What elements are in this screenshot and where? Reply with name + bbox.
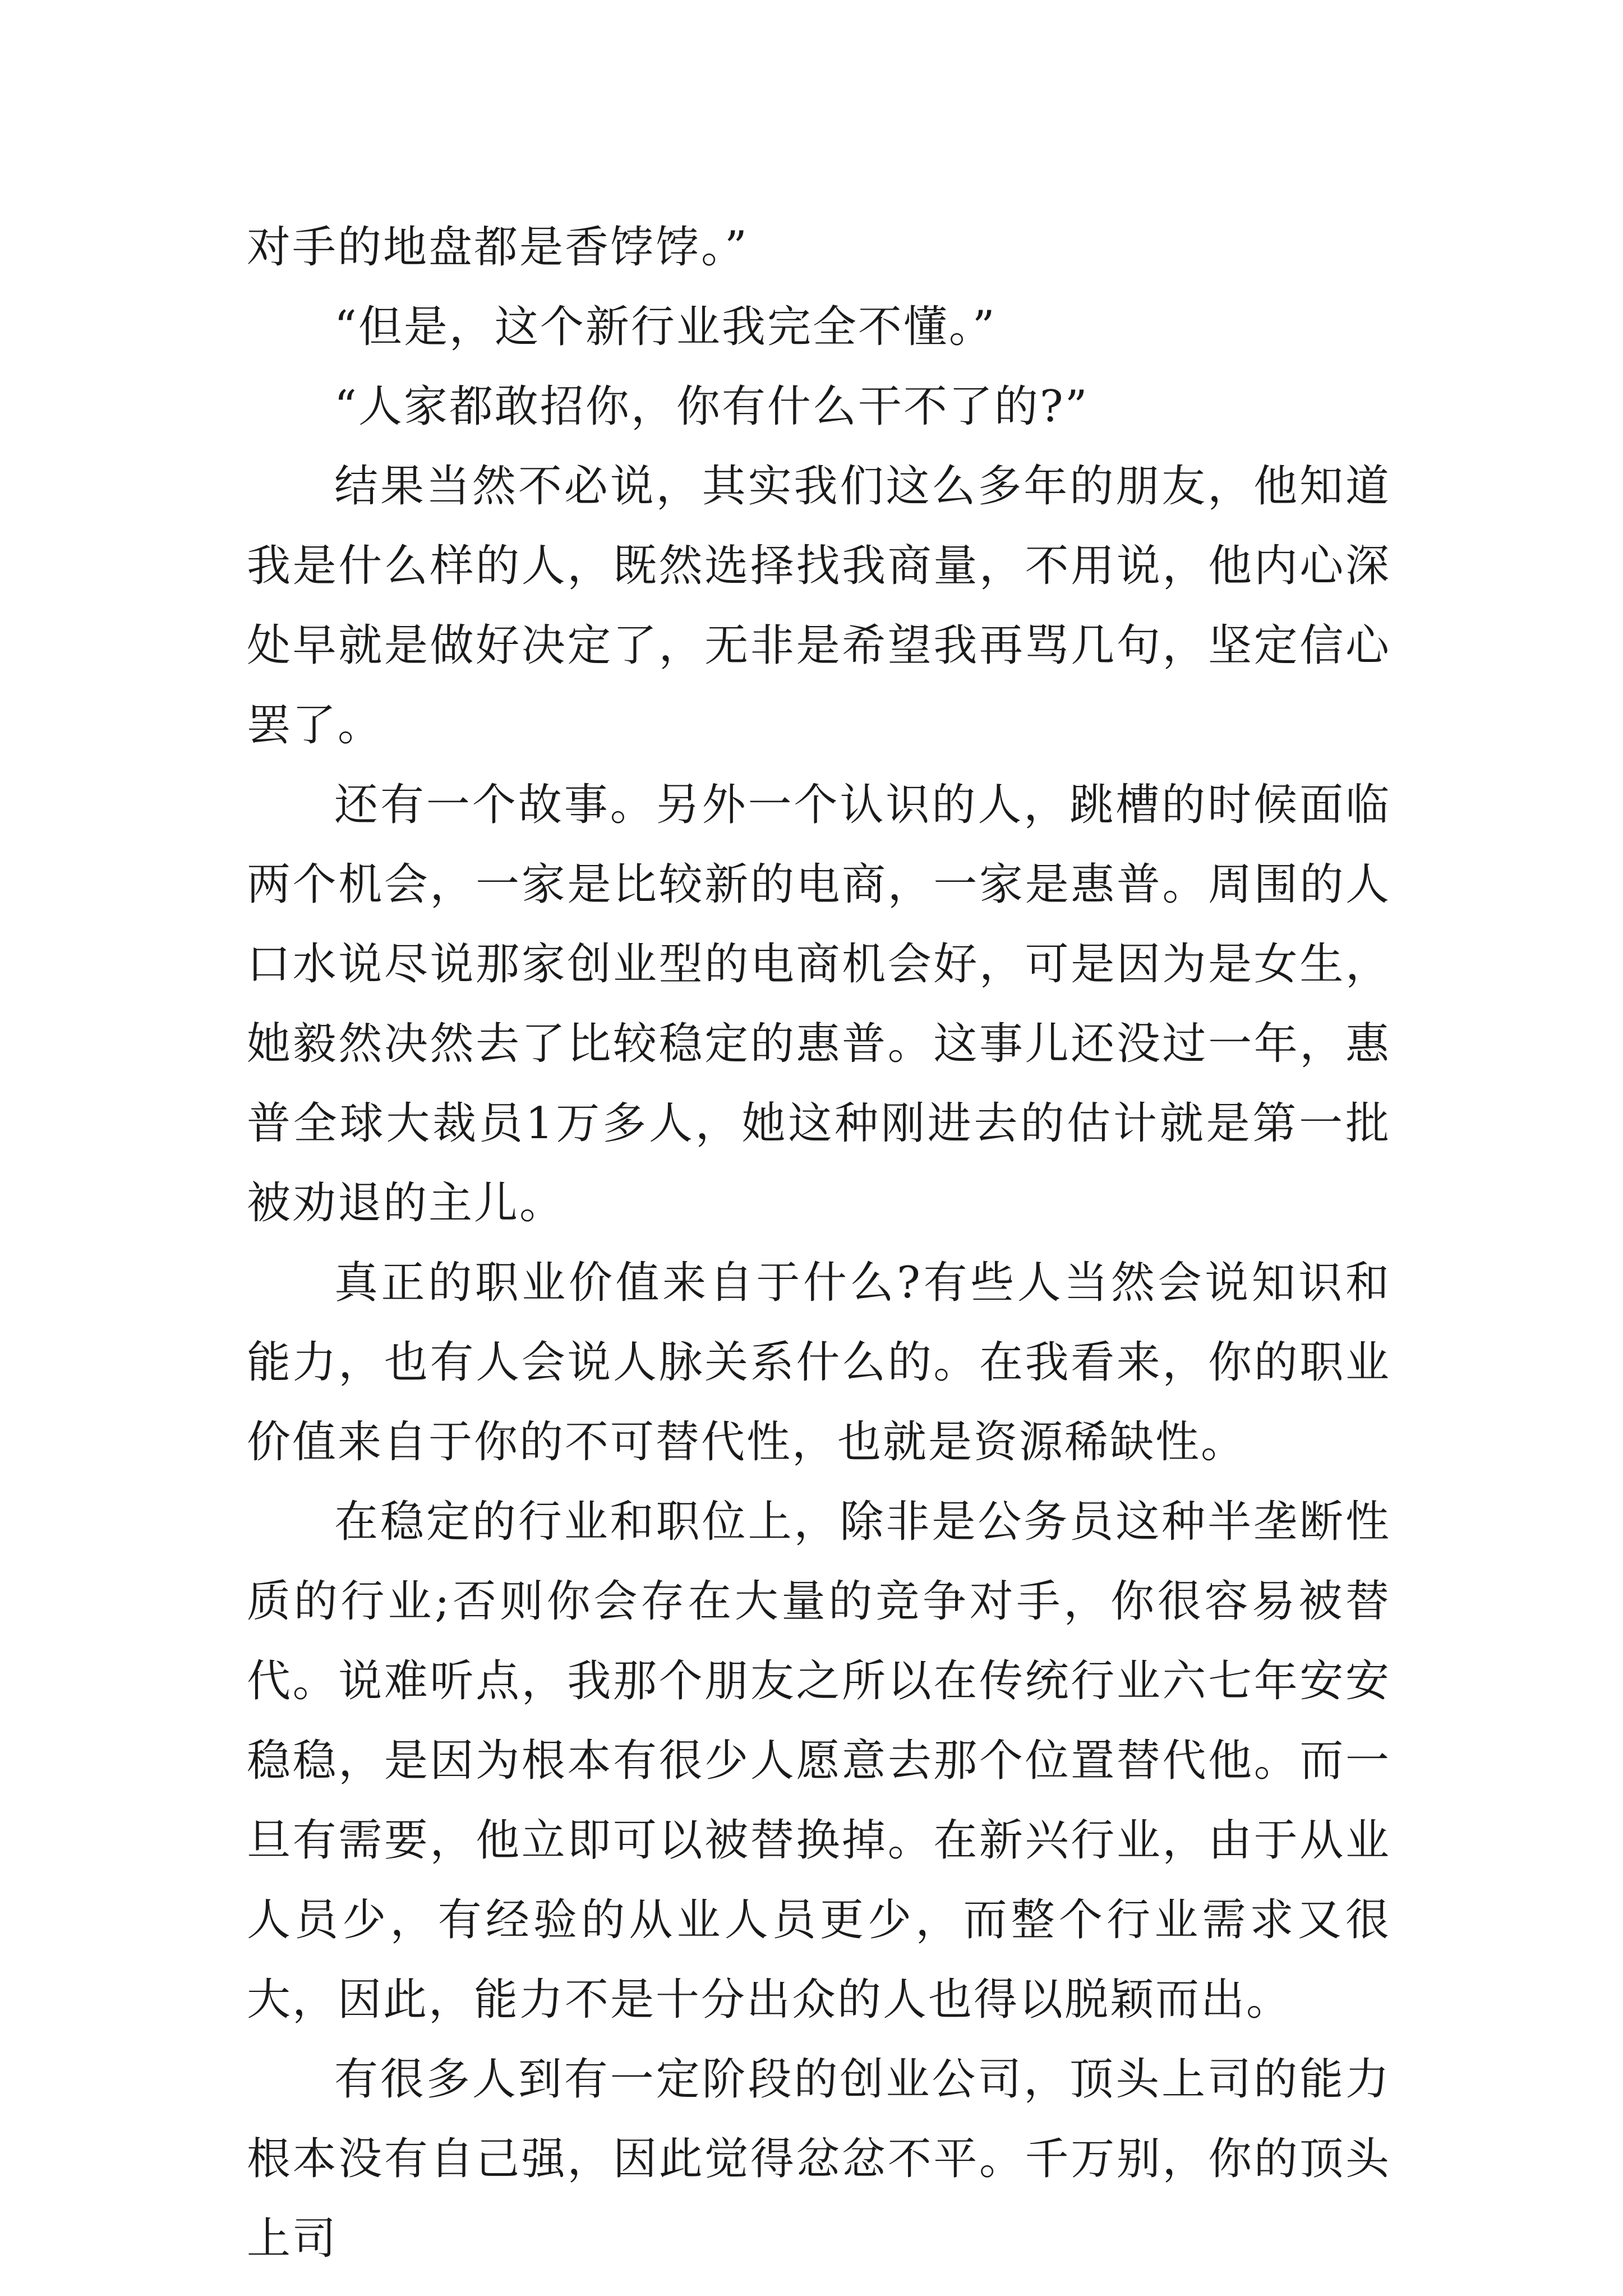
body-text [247, 208, 1391, 2279]
paragraph-quote-2: “人家都敢招你，你有什么干不了的?” [334, 381, 1089, 432]
paragraph-quote-1: “但是，这个新行业我完全不懂。” [334, 302, 997, 352]
paragraph-startup: 有很多人到有一定阶段的创业公司，顶头上司的能力根本没有自己强，因此觉得忿忿不平。千万别，你的顶头上司 [247, 2054, 1391, 2264]
paragraph-stable-industry: 在稳定的行业和职位上，除非是公务员这种半垄断性质的行业;否则你会存在大量的竞争对手，你很容易被替代。说难听点，我那个朋友之所以在传统行业六七年安安稳稳，是因为根本有很少人愿意去那个位置替代他。而一旦有需要，他立即可以被替换掉。在新兴行业，由于从业人员少，有经验的从业人员更少，而整个行业需求又很大，因此，能力不是十分出众的人也得以脱颖而出。 [247, 1497, 1391, 2025]
paragraph-story: 还有一个故事。另外一个认识的人，跳槽的时候面临两个机会，一家是比较新的电商，一家是惠普。周围的人口水说尽说那家创业型的电商机会好，可是因为是女生，她毅然决然去了比较稳定的惠普。这事儿还没过一年，惠普全球大裁员1万多人，她这种刚进去的估计就是第一批被劝退的主儿。 [247, 780, 1391, 1228]
paragraph-result: 结果当然不必说，其实我们这么多年的朋友，他知道我是什么样的人，既然选择找我商量，不用说，他内心深处早就是做好决定了，无非是希望我再骂几句，坚定信心罢了。 [247, 461, 1391, 751]
paragraph-continued: 对手的地盘都是香饽饽。” [247, 222, 749, 273]
paragraph-career-value: 真正的职业价值来自于什么?有些人当然会说知识和能力，也有人会说人脉关系什么的。在我看来，你的职业价值来自于你的不可替代性，也就是资源稀缺性。 [247, 1258, 1391, 1467]
